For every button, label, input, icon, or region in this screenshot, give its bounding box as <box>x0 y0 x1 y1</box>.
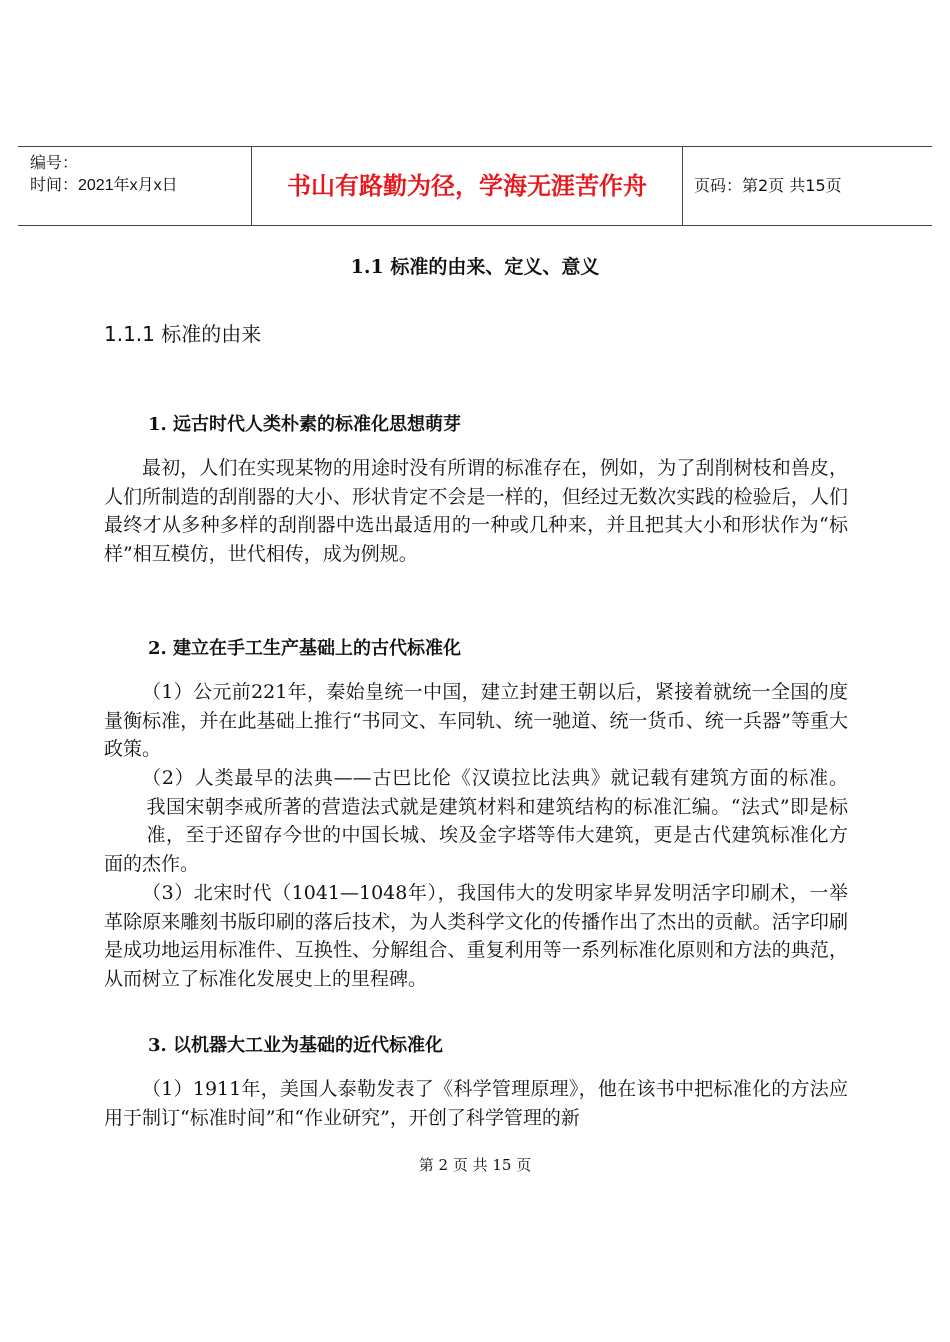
paragraph-3-part-a: （2）人类最早的法典——古巴比伦《汉谟拉比法典》就记载有建筑方面的标准。 <box>142 767 848 789</box>
page-header <box>18 146 932 226</box>
paragraph-3-part-c: 准，至于还留存今世的中国长城、埃及金字塔等伟大建筑，更是古代建筑标准化方面的杰作。 <box>104 824 848 875</box>
subsection-title: 1.1.1 标准的由来 <box>104 322 262 346</box>
paragraph-3 <box>104 764 848 878</box>
heading-3: 3. 以机器大工业为基础的近代标准化 <box>148 1035 444 1056</box>
paragraph-3-part-b: 我国宋朝李戒所著的营造法式就是建筑材料和建筑结构的标准汇编。“法式”即是标 <box>146 795 848 818</box>
time-label: 时间：2021年x月x日 <box>30 177 178 194</box>
header-page-info: 页码：第2页 共15页 <box>694 176 842 195</box>
paragraph-4: （3）北宋时代（1041—1048年），我国伟大的发明家毕昇发明活字印刷术，一举革除原来雕刻书版印刷的落后技术，为人类科学文化的传播作出了杰出的贡献。活字印刷是成功地运用标准件、互换性、分解组合、重复利用等一系列标准化原则和方法的典范，从而树立了标准化发展史上的里程碑。 <box>104 882 848 990</box>
section-title: 1.1 标准的由来、定义、意义 <box>350 256 600 278</box>
page-footer: 第 2 页 共 15 页 <box>418 1156 532 1174</box>
header-meta <box>30 153 178 197</box>
serial-label: 编号： <box>30 155 79 172</box>
header-divider <box>682 147 683 225</box>
heading-2: 2. 建立在手工生产基础上的古代标准化 <box>148 638 462 659</box>
paragraph-5: （1）1911年，美国人泰勒发表了《科学管理原理》，他在该书中把标准化的方法应用于制订“标准时间”和“作业研究”，开创了科学管理的新 <box>104 1078 848 1129</box>
header-motto: 书山有路勤为径，学海无涯苦作舟 <box>287 172 647 200</box>
paragraph-2: （1）公元前221年，秦始皇统一中国，建立封建王朝以后，紧接着就统一全国的度量衡标准，并在此基础上推行“书同文、车同轨、统一驰道、统一货币、统一兵器”等重大政策。 <box>104 681 848 761</box>
heading-1: 1. 远古时代人类朴素的标准化思想萌芽 <box>148 414 462 435</box>
paragraph-1: 最初，人们在实现某物的用途时没有所谓的标准存在，例如，为了刮削树枝和兽皮，人们所制造的刮削器的大小、形状肯定不会是一样的，但经过无数次实践的检验后，人们最终才从多种多样的刮削器中选出最适用的一种或几种来，并且把其大小和形状作为“标样”相互模仿，世代相传，成为例规。 <box>104 457 848 565</box>
